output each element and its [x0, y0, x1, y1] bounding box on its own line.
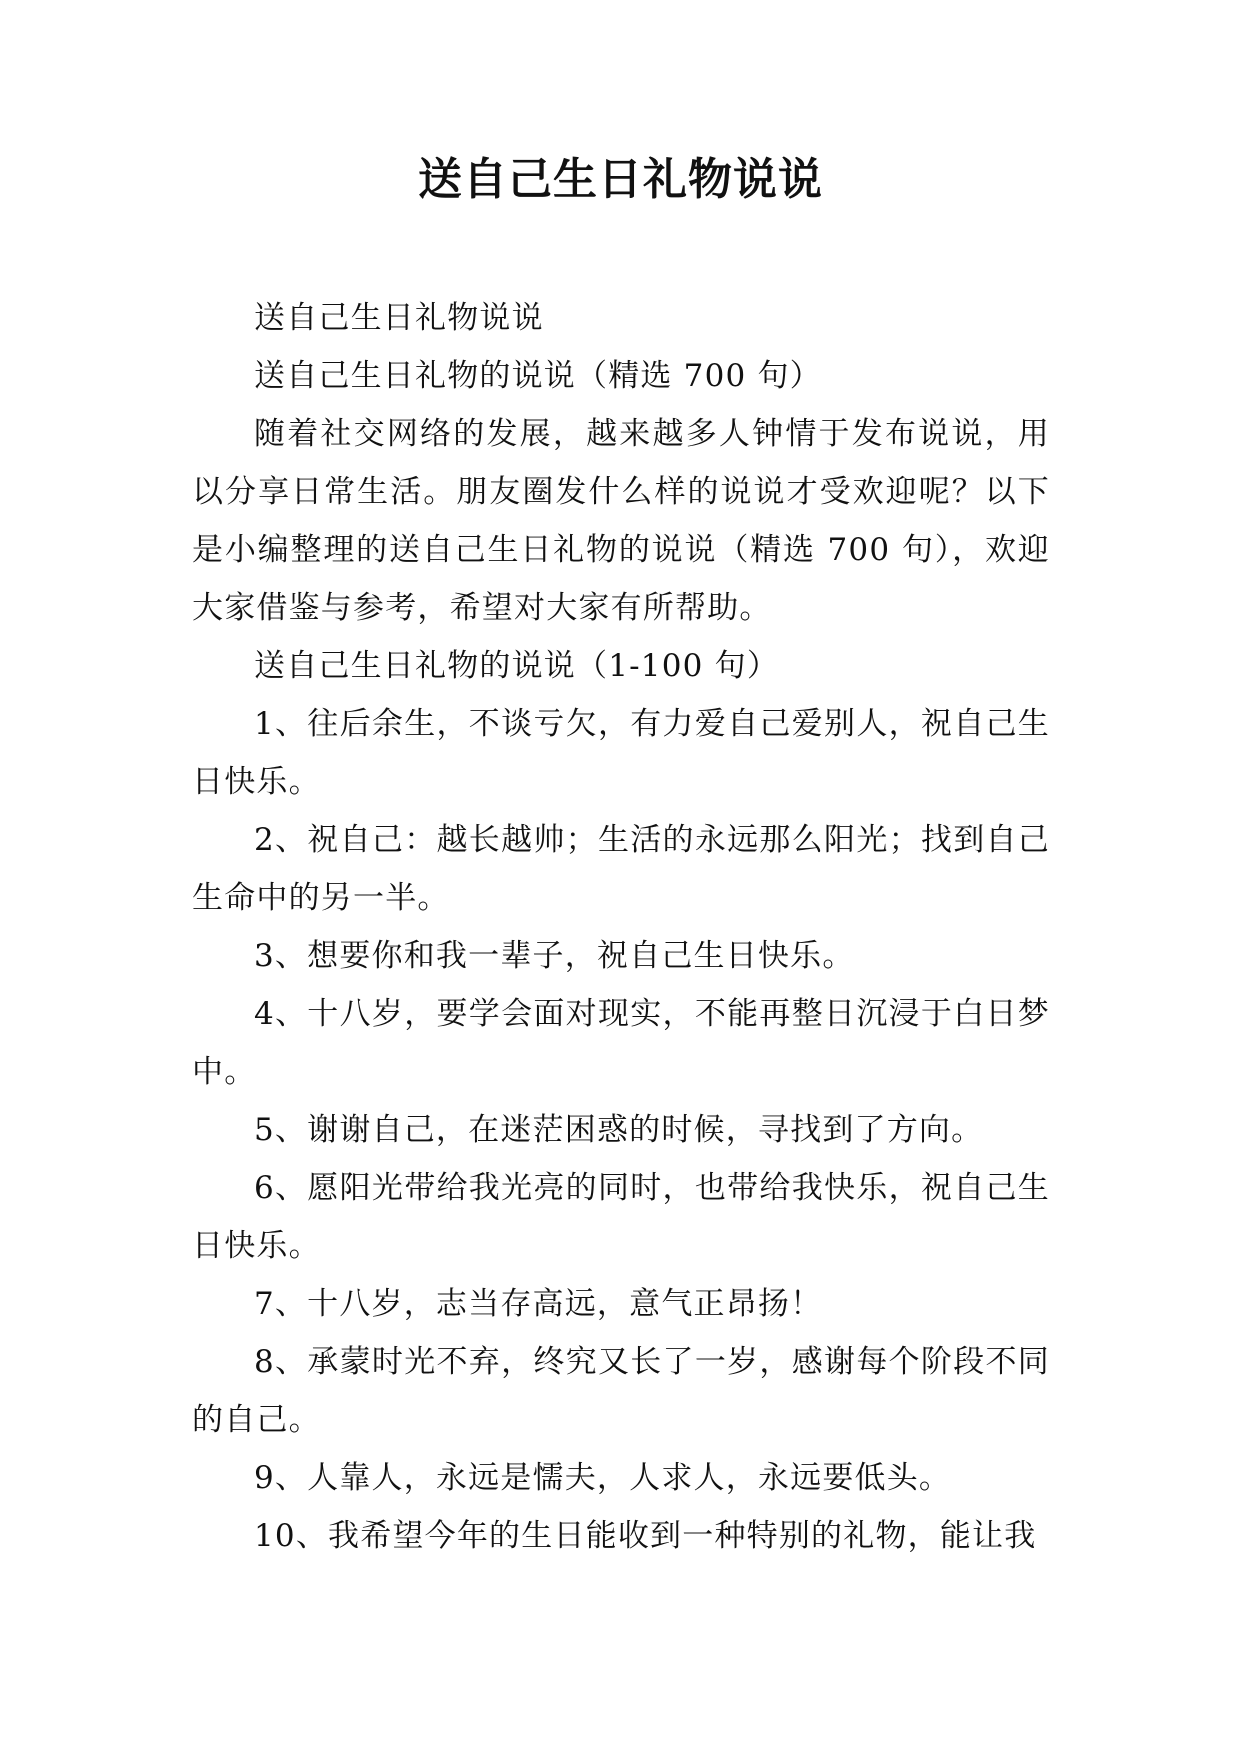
- paragraph: 送自己生日礼物的说说（1-100 句）: [254, 648, 780, 684]
- paragraph: 5、谢谢自己，在迷茫困惑的时候，寻找到了方向。: [254, 1112, 984, 1148]
- paragraph: 9、人靠人，永远是懦夫，人求人，永远要低头。: [254, 1460, 952, 1496]
- paragraph: 1、往后余生，不谈亏欠，有力爱自己爱别人，祝自己生日快乐。: [192, 706, 1050, 800]
- paragraph: 送自己生日礼物的说说（精选 700 句）: [254, 358, 822, 394]
- paragraph: 10、我希望今年的生日能收到一种特别的礼物，能让我: [254, 1518, 1037, 1554]
- paragraph: 8、承蒙时光不弃，终究又长了一岁，感谢每个阶段不同的自己。: [192, 1344, 1050, 1438]
- paragraph: 7、十八岁，志当存高远，意气正昂扬！: [254, 1286, 823, 1322]
- paragraph: 6、愿阳光带给我光亮的同时，也带给我快乐，祝自己生日快乐。: [192, 1170, 1050, 1264]
- paragraph: 3、想要你和我一辈子，祝自己生日快乐。: [254, 938, 855, 974]
- paragraph: 送自己生日礼物说说: [254, 300, 544, 336]
- document-body: [192, 289, 1050, 1565]
- paragraph: 4、十八岁，要学会面对现实，不能再整日沉浸于白日梦中。: [192, 996, 1050, 1090]
- paragraph: 2、祝自己：越长越帅；生活的永远那么阳光；找到自己生命中的另一半。: [192, 822, 1050, 916]
- paragraph: 随着社交网络的发展，越来越多人钟情于发布说说，用以分享日常生活。朋友圈发什么样的说说才受欢迎呢？以下是小编整理的送自己生日礼物的说说（精选 700 句），欢迎大家借鉴与参考，希望对大家有所帮助。: [192, 416, 1050, 626]
- document-title: 送自己生日礼物说说: [418, 154, 823, 205]
